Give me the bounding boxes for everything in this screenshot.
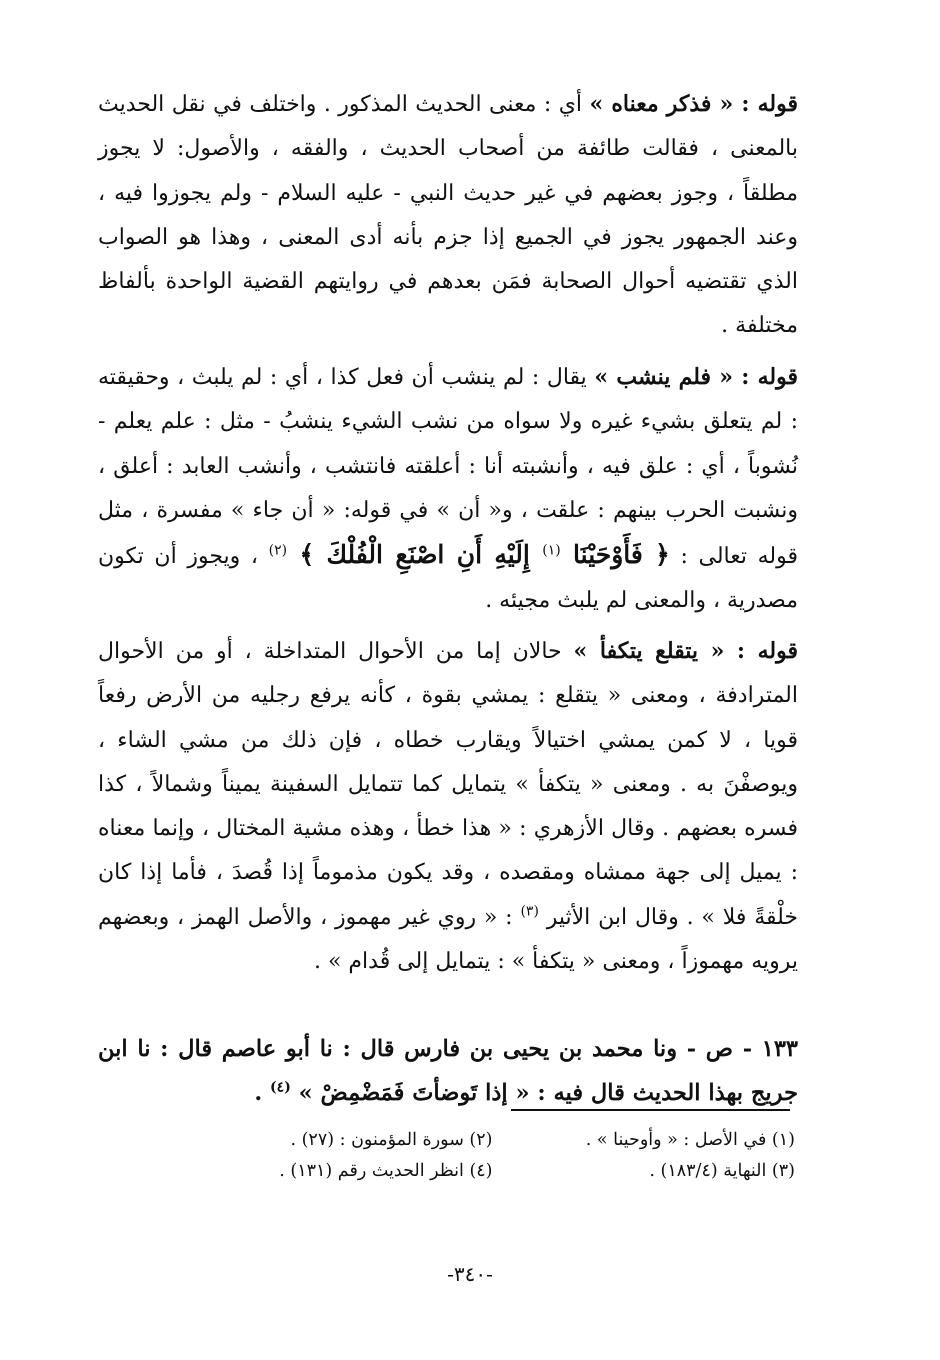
lemma-heading: قوله : « فذكر معناه » — [589, 91, 798, 117]
commentary-paragraph-1 — [98, 82, 798, 349]
footnote-4: (٤) انظر الحديث رقم (١٣١) . — [279, 1161, 493, 1181]
commentary-paragraph-3 — [98, 629, 798, 984]
footnote-ref-1[interactable]: (١) — [542, 542, 561, 559]
lemma-heading: قوله : « فلم ينشب » — [594, 364, 798, 390]
paragraph-text: يقال : لم ينشب أن فعل كذا ، أي : لم يلبث ، وحقيقته : لم يتعلق بشيء غيره ولا سواه من نشب الشيء ينشبُ - مثل : علم يعلم - نُشوباً ، أي : علق فيه ، وأنشبته أنا : أعلقته فانتشب ، وأنشب العابد : أعلق ، ونشبت الحرب بينهم : علقت ، و« أن » في قوله: « أن جاء » مفسرة ، مثل قوله تعالى : — [98, 365, 798, 570]
footnote-row — [190, 1125, 795, 1156]
footnote-divider — [511, 1109, 790, 1111]
footnote-3: (٣) النهاية (١٨٣/٤) . — [649, 1161, 795, 1181]
quran-verse-continued: إِلَيْهِ أَنِ اصْنَعِ الْفُلْكَ ﴾ — [287, 540, 543, 570]
footnote-ref-3[interactable]: (٣) — [520, 903, 539, 920]
quran-verse: ﴿ فَأَوْحَيْنَا — [560, 540, 670, 570]
paragraph-text: حالان إما من الأحوال المتداخلة ، أو من الأحوال المترادفة ، ومعنى « يتقلع : يمشي بقوة ، كأنه يرفع رجليه من الأرض رفعاً قويا ، لا كمن يمشي اختيالاً ويقارب خطاه ، فإن ذلك من مشي الشاء ، ويوصفْنَ به . ومعنى « يتكفأ » يتمايل كما تتمايل السفينة يميناً وشمالاً ، كذا فسره بعضهم . وقال الأزهري : « هذا خطأ ، وهذه مشية المختال ، وإنما معناه : يميل إلى جهة ممشاه ومقصده ، وقد يكون مذموماً إذا قُصدَ ، فأما إذا كان خلْقةً فلا » . وقال ابن الأثير — [98, 639, 798, 930]
paragraph-text: ، ويجوز أن تكون مصدرية ، والمعنى لم يلبث مجيئه . — [98, 544, 798, 614]
lemma-heading: قوله : « يتقلع يتكفأ » — [573, 638, 798, 664]
footnotes — [190, 1125, 795, 1187]
paragraph-text: : « روي غير مهموز ، والأصل الهمز ، وبعضهم يرويه مهموزاً ، ومعنى « يتكفأ » : يتمايل إلى قُدام » . — [98, 904, 798, 975]
footnote-ref-4[interactable]: (٤) — [270, 1079, 291, 1096]
footnote-1: (١) في الأصل : « وأوحينا » . — [585, 1130, 795, 1150]
page-number: -٣٤٠- — [447, 1262, 493, 1286]
hadith-text-end: . — [254, 1079, 271, 1106]
paragraph-text: أي : معنى الحديث المذكور . واختلف في نقل الحديث بالمعنى ، فقالت طائفة من أصحاب الحديث ، والفقه ، والأصول: لا يجوز مطلقاً ، وجوز بعضهم في غير حديث النبي - عليه السلام - ولم يجوزوا فيه ، وعند الجمهور يجوز في الجميع إذا جزم بأنه أدى المعنى ، وهذا هو الصواب الذي تقتضيه أحوال الصحابة فمَن بعدهم في روايتهم القضية الواحدة بألفاظ مختلفة . — [98, 92, 798, 339]
commentary-paragraph-2 — [98, 355, 798, 624]
hadith-text: ١٣٣ - ص - ونا محمد بن يحيى بن فارس قال : نا أبو عاصم قال : نا ابن جريج بهذا الحديث قال فيه : « إذا تَوضأتَ فَمَضْمِضْ » — [98, 1035, 798, 1106]
footnote-ref-2[interactable]: (٢) — [268, 542, 288, 559]
footnote-row — [190, 1156, 795, 1187]
footnote-2: (٢) سورة المؤمنون : (٢٧) . — [290, 1130, 493, 1150]
hadith-entry-133 — [98, 1027, 798, 1116]
